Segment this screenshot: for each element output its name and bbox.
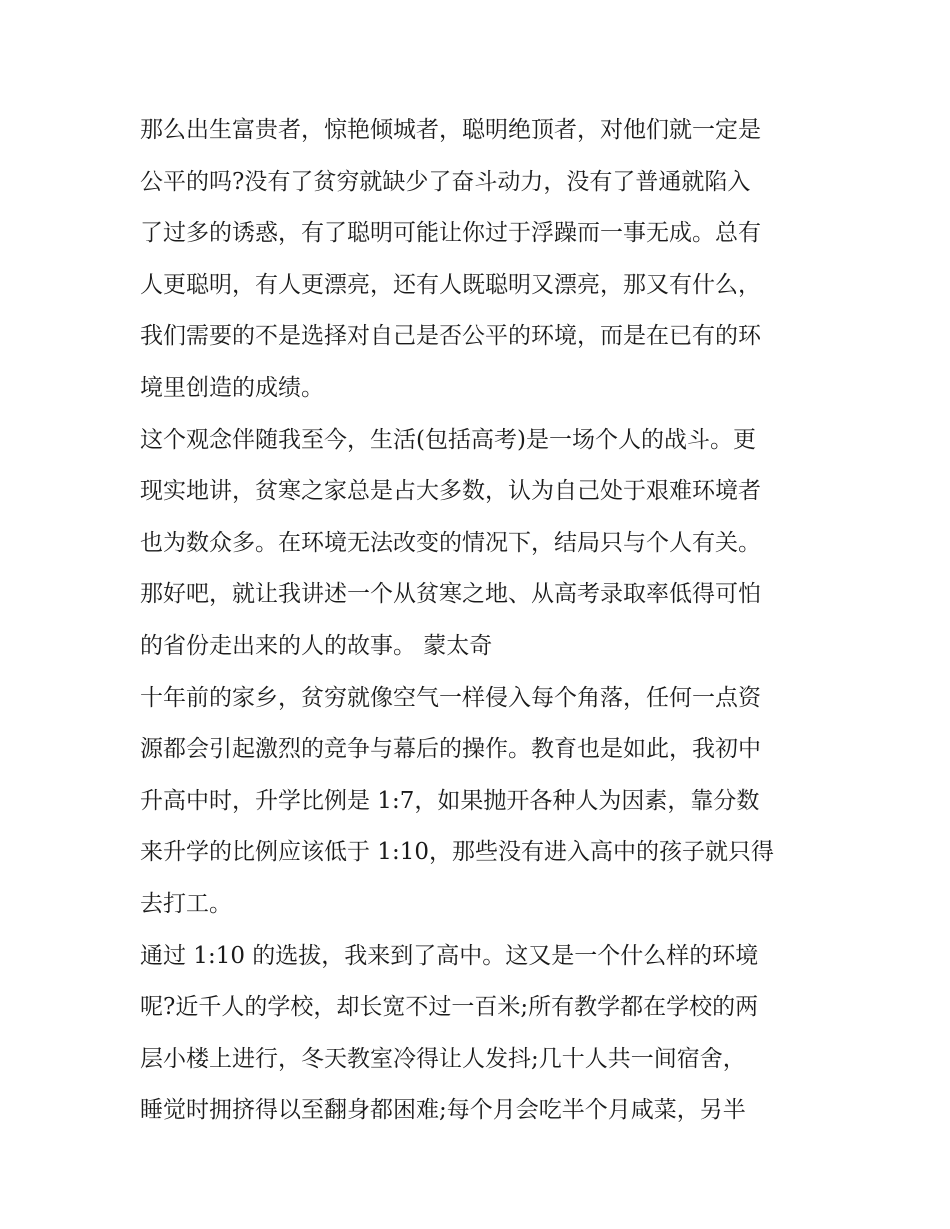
text-line: 那么出生富贵者，惊艳倾城者，聪明绝顶者，对他们就一定是 xyxy=(140,117,761,143)
text-line: 也为数众多。在环境无法改变的情况下，结局只与个人有关。 xyxy=(140,529,761,556)
text-line: 的省份走出来的人的故事。 蒙太奇 xyxy=(140,632,493,659)
text-line: 通过 1:10 的选拔，我来到了高中。这又是一个什么样的环境 xyxy=(140,942,759,969)
text-line: 十年前的家乡，贫穷就像空气一样侵入每个角落，任何一点资 xyxy=(140,684,761,711)
text-line: 去打工。 xyxy=(140,890,232,917)
text-line: 升高中时，升学比例是 1:7，如果抛开各种人为因素，靠分数 xyxy=(140,787,760,814)
text-line: 这个观念伴随我至今，生活(包括高考)是一场个人的战斗。更 xyxy=(140,426,756,453)
document-body xyxy=(140,105,820,1137)
text-line: 公平的吗?没有了贫穷就缺少了奋斗动力，没有了普通就陷入 xyxy=(140,168,751,195)
paragraph-2 xyxy=(140,415,820,673)
text-line: 来升学的比例应该低于 1:10，那些没有进入高中的孩子就只得 xyxy=(140,839,774,866)
text-line: 那好吧，就让我讲述一个从贫寒之地、从高考录取率低得可怕 xyxy=(140,581,761,608)
text-line: 呢?近千人的学校，却长宽不过一百米;所有教学都在学校的两 xyxy=(140,994,759,1021)
text-line: 现实地讲，贫寒之家总是占大多数，认为自己处于艰难环境者 xyxy=(140,478,761,505)
text-line: 人更聪明，有人更漂亮，还有人既聪明又漂亮，那又有什么， xyxy=(140,271,761,298)
text-line: 我们需要的不是选择对自己是否公平的环境，而是在已有的环 xyxy=(140,323,761,350)
text-line: 了过多的诱惑，有了聪明可能让你过于浮躁而一事无成。总有 xyxy=(140,220,761,247)
paragraph-3 xyxy=(140,673,820,931)
paragraph-1 xyxy=(140,105,820,415)
text-line: 层小楼上进行，冬天教室冷得让人发抖;几十人共一间宿舍， xyxy=(140,1045,746,1072)
text-line: 源都会引起激烈的竞争与幕后的操作。教育也是如此，我初中 xyxy=(140,736,761,763)
paragraph-4 xyxy=(140,931,820,1137)
text-line: 境里创造的成绩。 xyxy=(140,374,324,401)
text-line: 睡觉时拥挤得以至翻身都困难;每个月会吃半个月咸菜，另半 xyxy=(140,1097,746,1124)
